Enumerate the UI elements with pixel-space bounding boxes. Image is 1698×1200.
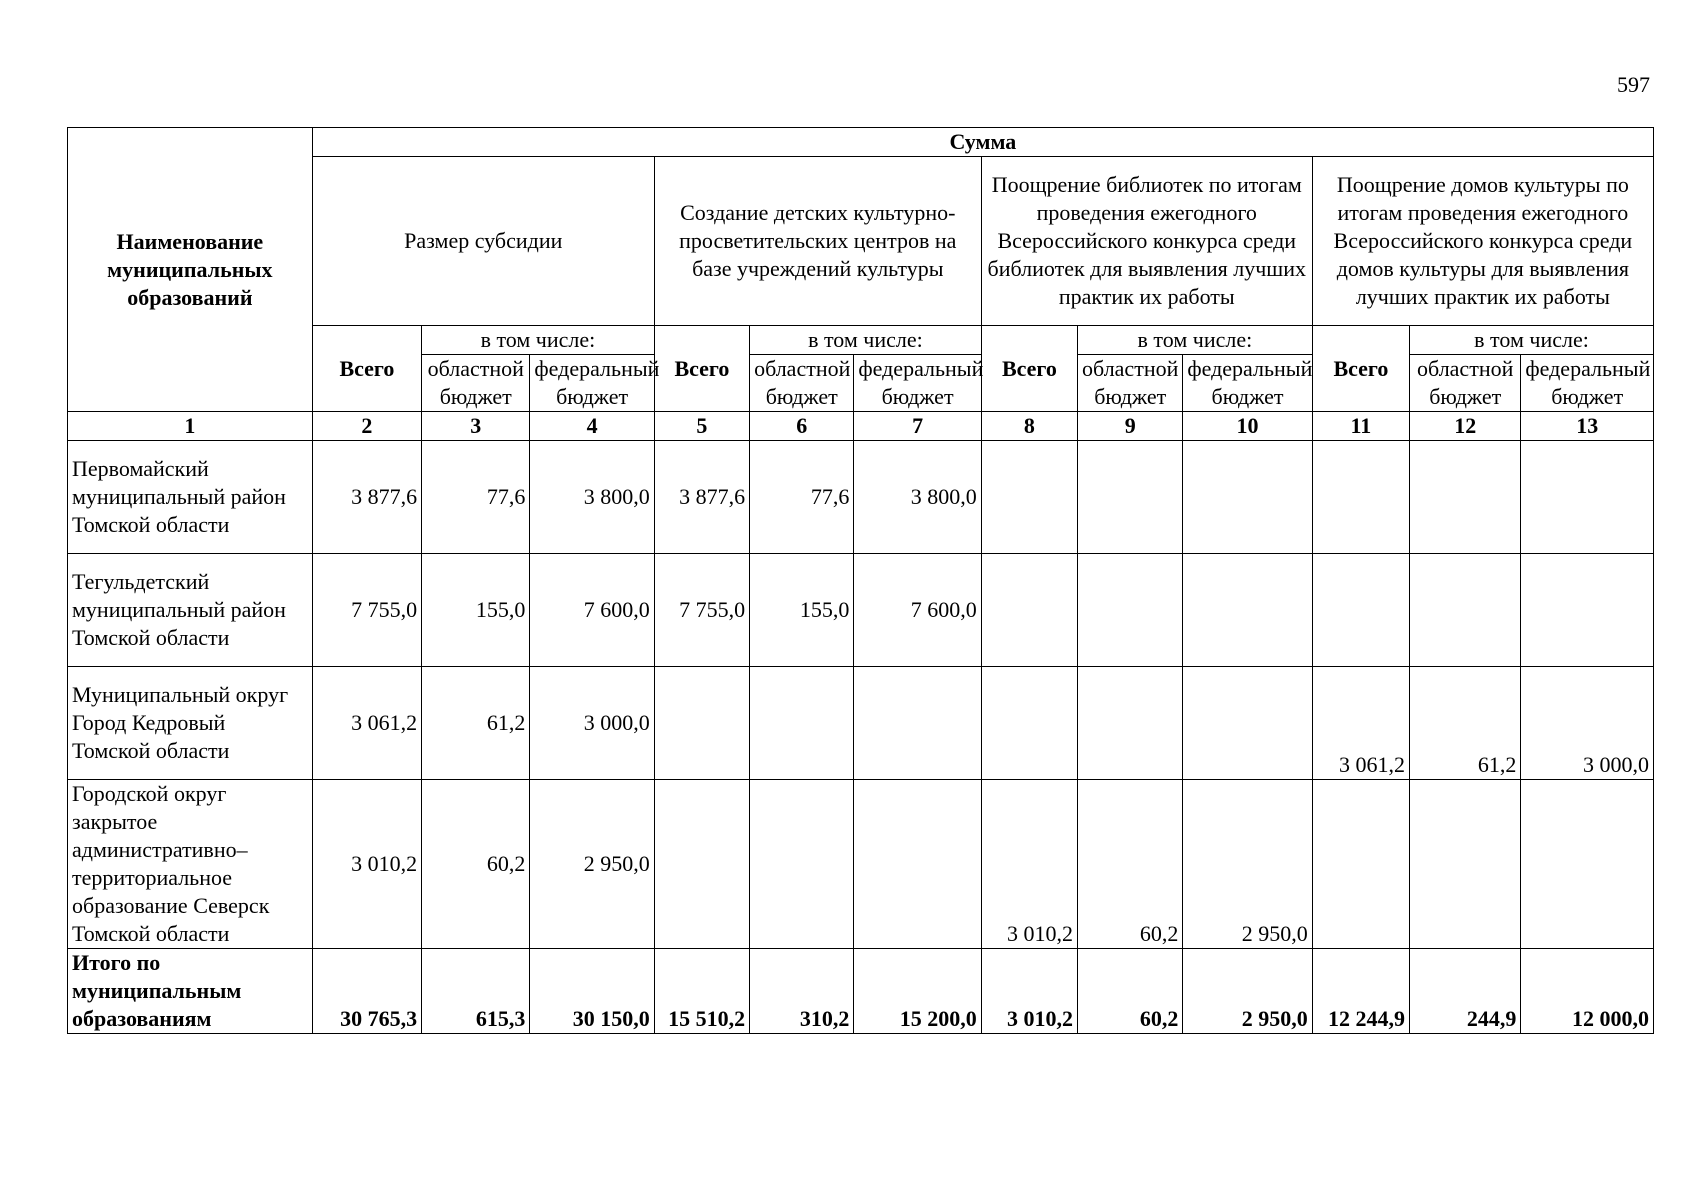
header-v-tom-chisle: в том числе: <box>1410 326 1654 355</box>
page-number: 597 <box>1617 72 1650 97</box>
total-row <box>68 949 1654 1034</box>
total-value: 30 150,0 <box>530 949 654 1034</box>
cell-value: 7 600,0 <box>854 554 981 667</box>
cell-value <box>981 441 1077 554</box>
table-row <box>68 441 1654 554</box>
total-value: 310,2 <box>750 949 854 1034</box>
total-value: 15 200,0 <box>854 949 981 1034</box>
cell-value: 155,0 <box>422 554 530 667</box>
col-number: 8 <box>981 412 1077 441</box>
col-number: 13 <box>1521 412 1654 441</box>
cell-value: 3 061,2 <box>1312 667 1409 780</box>
cell-value <box>1078 554 1183 667</box>
total-value: 244,9 <box>1410 949 1521 1034</box>
total-value: 60,2 <box>1078 949 1183 1034</box>
header-oblast: областной бюджет <box>750 355 854 412</box>
cell-value: 3 000,0 <box>530 667 654 780</box>
cell-value <box>854 667 981 780</box>
cell-value <box>1312 441 1409 554</box>
cell-value <box>1078 667 1183 780</box>
cell-value <box>1183 441 1312 554</box>
header-name-col: Наименование муниципальных образований <box>68 128 313 412</box>
row-name: Первомайский муниципальный район Томской области <box>68 441 313 554</box>
cell-value: 60,2 <box>422 780 530 949</box>
cell-value <box>654 667 749 780</box>
cell-value <box>1312 780 1409 949</box>
col-number: 12 <box>1410 412 1521 441</box>
header-oblast: областной бюджет <box>1410 355 1521 412</box>
cell-value <box>1410 780 1521 949</box>
cell-value <box>981 554 1077 667</box>
total-value: 2 950,0 <box>1183 949 1312 1034</box>
table-row <box>68 780 1654 949</box>
cell-value: 3 800,0 <box>530 441 654 554</box>
header-federal: федеральный бюджет <box>1183 355 1312 412</box>
total-label: Итого по муниципальным образованиям <box>68 949 313 1034</box>
cell-value: 155,0 <box>750 554 854 667</box>
cell-value: 7 755,0 <box>312 554 421 667</box>
header-group-culture-houses: Поощрение домов культуры по итогам проведения ежегодного Всероссийского конкурса среди домов культуры для выявления лучших практик их работы <box>1312 157 1653 326</box>
cell-value <box>1521 780 1654 949</box>
cell-value: 3 010,2 <box>312 780 421 949</box>
header-federal: федеральный бюджет <box>530 355 654 412</box>
header-oblast: областной бюджет <box>1078 355 1183 412</box>
total-value: 30 765,3 <box>312 949 421 1034</box>
cell-value <box>1410 554 1521 667</box>
header-v-tom-chisle: в том числе: <box>422 326 655 355</box>
total-value: 3 010,2 <box>981 949 1077 1034</box>
header-vsego: Всего <box>1312 326 1409 412</box>
cell-value: 60,2 <box>1078 780 1183 949</box>
header-vsego: Всего <box>981 326 1077 412</box>
header-oblast: областной бюджет <box>422 355 530 412</box>
cell-value <box>1521 441 1654 554</box>
cell-value: 3 877,6 <box>654 441 749 554</box>
cell-value: 61,2 <box>422 667 530 780</box>
cell-value: 77,6 <box>422 441 530 554</box>
row-name: Городской округ закрытое административно–территориальное образование Северск Томской области <box>68 780 313 949</box>
table-row <box>68 554 1654 667</box>
cell-value <box>1078 441 1183 554</box>
total-value: 12 244,9 <box>1312 949 1409 1034</box>
col-number: 2 <box>312 412 421 441</box>
cell-value: 2 950,0 <box>530 780 654 949</box>
header-vsego: Всего <box>654 326 749 412</box>
row-name: Тегульдетский муниципальный район Томской области <box>68 554 313 667</box>
header-group-children-centers: Создание детских культурно-просветительских центров на базе учреждений культуры <box>654 157 981 326</box>
col-number: 1 <box>68 412 313 441</box>
col-number: 7 <box>854 412 981 441</box>
cell-value: 3 800,0 <box>854 441 981 554</box>
header-federal: федеральный бюджет <box>1521 355 1654 412</box>
cell-value: 3 000,0 <box>1521 667 1654 780</box>
total-value: 12 000,0 <box>1521 949 1654 1034</box>
cell-value <box>750 667 854 780</box>
total-value: 15 510,2 <box>654 949 749 1034</box>
cell-value <box>1410 441 1521 554</box>
row-name: Муниципальный округ Город Кедровый Томской области <box>68 667 313 780</box>
col-number: 9 <box>1078 412 1183 441</box>
cell-value <box>1183 554 1312 667</box>
cell-value: 2 950,0 <box>1183 780 1312 949</box>
col-number: 11 <box>1312 412 1409 441</box>
total-value: 615,3 <box>422 949 530 1034</box>
cell-value <box>981 667 1077 780</box>
header-v-tom-chisle: в том числе: <box>1078 326 1313 355</box>
table-row <box>68 667 1654 780</box>
header-group-subsidy: Размер субсидии <box>312 157 654 326</box>
header-group-libraries: Поощрение библиотек по итогам проведения ежегодного Всероссийского конкурса среди библиотек для выявления лучших практик их работы <box>981 157 1312 326</box>
col-number: 3 <box>422 412 530 441</box>
cell-value: 7 600,0 <box>530 554 654 667</box>
cell-value <box>1312 554 1409 667</box>
cell-value <box>854 780 981 949</box>
cell-value: 7 755,0 <box>654 554 749 667</box>
cell-value <box>1183 667 1312 780</box>
col-number: 4 <box>530 412 654 441</box>
col-number: 5 <box>654 412 749 441</box>
header-federal: федеральный бюджет <box>854 355 981 412</box>
cell-value <box>750 780 854 949</box>
cell-value <box>654 780 749 949</box>
cell-value: 3 010,2 <box>981 780 1077 949</box>
subsidy-table <box>67 127 1654 1034</box>
header-sum: Сумма <box>312 128 1653 157</box>
cell-value: 77,6 <box>750 441 854 554</box>
cell-value <box>1521 554 1654 667</box>
col-number: 6 <box>750 412 854 441</box>
cell-value: 61,2 <box>1410 667 1521 780</box>
cell-value: 3 061,2 <box>312 667 421 780</box>
header-v-tom-chisle: в том числе: <box>750 326 982 355</box>
cell-value: 3 877,6 <box>312 441 421 554</box>
header-vsego: Всего <box>312 326 421 412</box>
col-number: 10 <box>1183 412 1312 441</box>
